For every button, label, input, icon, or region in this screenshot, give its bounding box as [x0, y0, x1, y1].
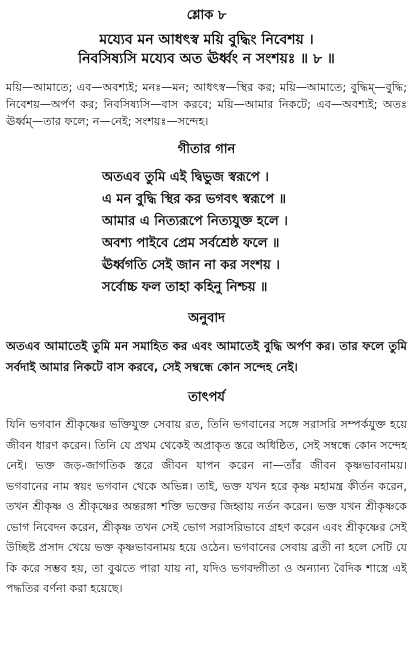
purport-paragraph: যিনি ভগবান শ্রীকৃষ্ণের ভক্তিযুক্ত সেবায় রত, তিনি ভগবানের সঙ্গে সরাসরি সম্পর্কযুক্ত হয়ে জীবন ধারণ করেন। তিনি যে প্রথম থেকেই অপ্রাকৃত স্তরে অধিষ্ঠিত, সেই সম্বন্ধে কোন সন্দেহ নেই। ভক্ত জড়-জাগতিক স্তরে জীবন যাপন করেন না—তাঁর জীবন কৃষ্ণভাবনাময়। ভগবানের নাম স্বয়ং ভগবান থেকে অভিন্ন। তাই, ভক্ত যখন হরে কৃষ্ণ মহামন্ত্র কীর্তন করেন, তখন শ্রীকৃষ্ণ ও শ্রীকৃষ্ণের অন্তরঙ্গা শক্তি ভক্তের জিহ্বায় নর্তন করেন। ভক্ত যখন শ্রীকৃষ্ণকে ভোগ নিবেদন করেন, শ্রীকৃষ্ণ তখন সেই ভোগ সরাসরিভাবে গ্রহণ করেন এবং শ্রীকৃষ্ণের সেই উচ্ছিষ্ট প্রসাদ খেয়ে ভক্ত কৃষ্ণভাবনাময় হয়ে ওঠেন। ভগবানের সেবায় ব্রতী না হলে সেটি যে কি করে সম্ভব হয়, তা বুঝতে পারা যায় না, যদিও ভগবদ্গীতা ও অন্যান্য বৈদিক শাস্ত্রে এই পদ্ধতির বর্ণনা করা হয়েছে। — [6, 418, 407, 595]
synonyms-paragraph: ময়ি—আমাতে; এব—অবশ্যই; মনঃ—মন; আধৎস্ব—স্থির কর; ময়ি—আমাতে; বুদ্ধিম্—বুদ্ধি; নিবেশয়—অর্পণ কর; নিবসিষ্যসি—বাস করবে; ময়ি—আমার নিকটে; এব—অবশ্যই; অতঃ ঊর্ধ্বম্—তার ফলে; ন—নেই; সংশয়ঃ—সন্দেহ। — [6, 81, 407, 128]
song-line-2: এ মন বুদ্ধি স্থির কর ভগবৎ স্বরূপে ॥ — [102, 192, 286, 207]
song-heading: গীতার গান — [177, 142, 236, 157]
song-line-5: ঊর্ধ্বগতি সেই জান না কর সংশয় । — [102, 258, 280, 273]
song-block — [102, 167, 407, 299]
verse-number: শ্লোক ৮ — [186, 8, 227, 23]
song-line-4: অবশ্য পাইবে প্রেম সর্বশ্রেষ্ঠ ফলে ॥ — [102, 236, 280, 251]
song-line-3: আমার এ নিত্যরূপে নিত্যযুক্ত হলে । — [102, 214, 288, 229]
song-line-6: সর্বোচ্চ ফল তাহা কহিনু নিশ্চয় ॥ — [102, 280, 268, 295]
purport-heading: তাৎপর্য — [188, 390, 225, 405]
verse-line-1: ময্যেব মন আধৎস্ব ময়ি বুদ্ধিং নিবেশয় । — [99, 32, 314, 48]
sanskrit-verse — [6, 31, 407, 69]
song-line-1: অতএব তুমি এই দ্বিভুজ স্বরূপে । — [102, 170, 269, 185]
translation-paragraph: অতএব আমাতেই তুমি মন সমাহিত কর এবং আমাতেই বুদ্ধি অর্পণ কর। তার ফলে তুমি সর্বদাই আমার নিকটে বাস করবে, সেই সম্বন্ধে কোন সন্দেহ নেই। — [6, 339, 407, 374]
translation-heading: অনুবাদ — [188, 311, 225, 326]
verse-line-2: নিবসিষ্যসি ময্যেব অত ঊর্ধ্বং ন সংশয়ঃ ॥ ৮ ॥ — [78, 51, 335, 67]
